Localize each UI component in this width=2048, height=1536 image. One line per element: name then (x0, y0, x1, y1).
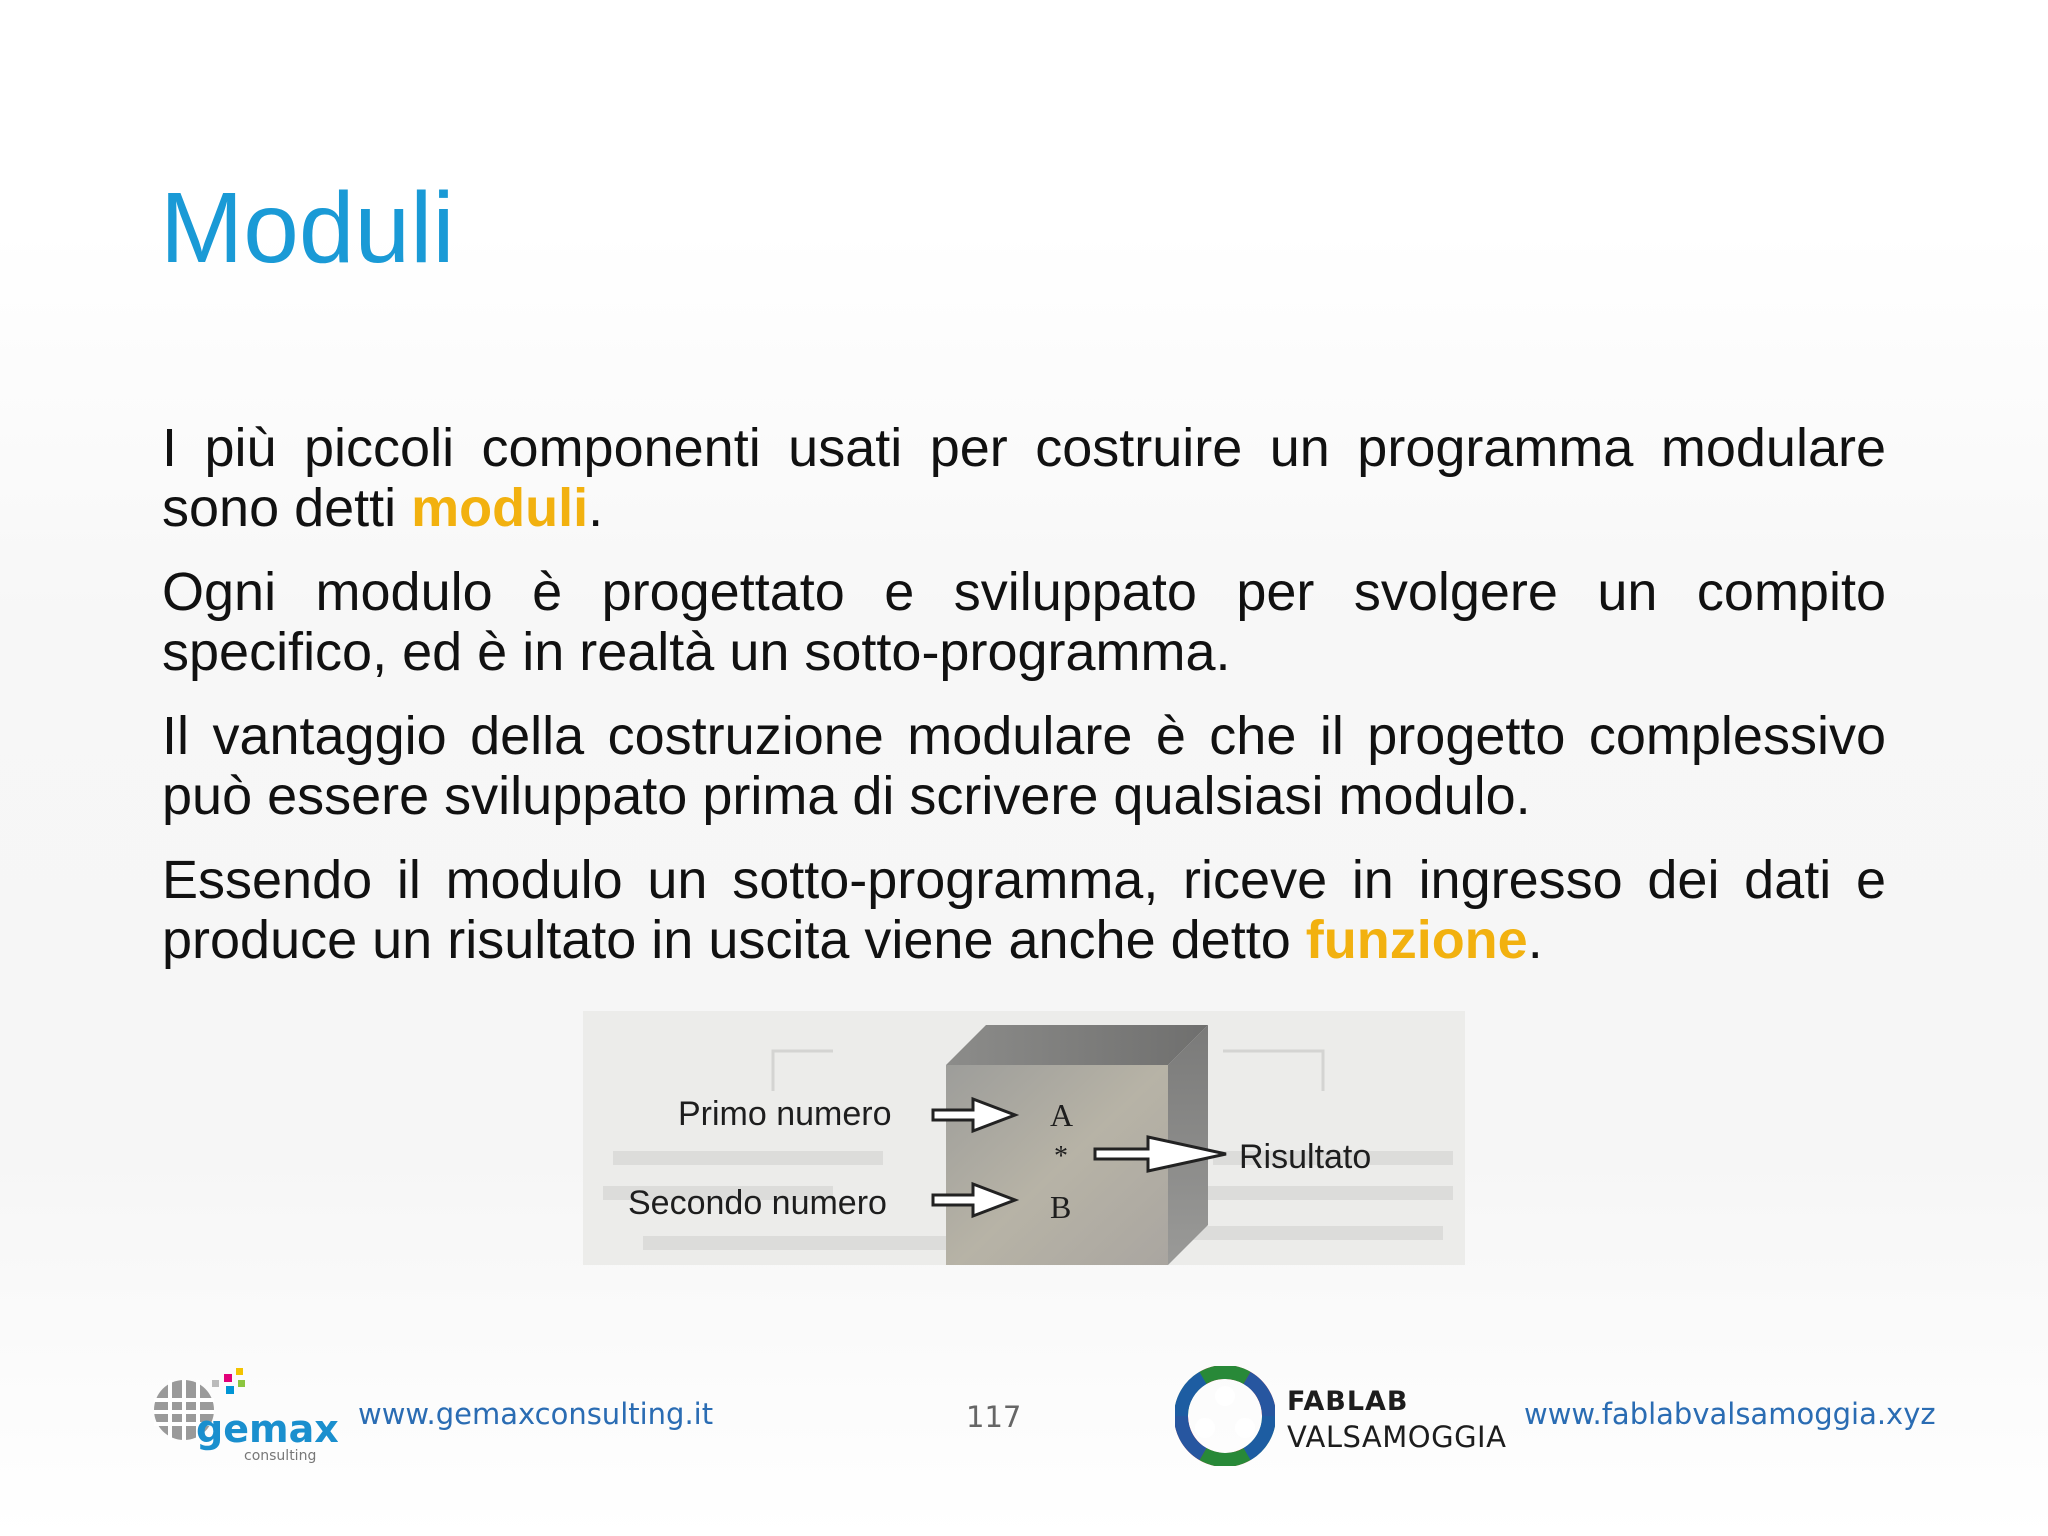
fablab-logo (1175, 1366, 1507, 1466)
function-diagram (583, 1011, 1465, 1265)
paragraph-2: Ogni modulo è progettato e sviluppato per svolgere un compito specifico, ed è in realtà un sotto-programma. (162, 562, 1886, 682)
highlight-moduli: moduli (411, 478, 589, 538)
label-operator: * (1054, 1141, 1068, 1172)
svg-text:gemax: gemax (196, 1407, 338, 1451)
gemax-url[interactable]: www.gemaxconsulting.it (358, 1397, 714, 1431)
svg-text:consulting: consulting (244, 1448, 317, 1464)
label-a: A (1050, 1097, 1074, 1133)
fablab-subtitle: VALSAMOGGIA (1287, 1420, 1507, 1454)
label-risultato: Risultato (1239, 1138, 1372, 1176)
label-secondo-numero: Secondo numero (628, 1184, 887, 1222)
highlight-funzione: funzione (1305, 910, 1528, 970)
label-b: B (1050, 1189, 1072, 1225)
cube-top (946, 1025, 1208, 1065)
paragraph-1: I più piccoli componenti usati per costruire un programma modulare sono detti moduli. (162, 418, 1886, 538)
slide-title: Moduli (160, 172, 455, 284)
label-primo-numero: Primo numero (678, 1095, 892, 1133)
fablab-title: FABLAB (1287, 1386, 1409, 1417)
fablab-url[interactable]: www.fablabvalsamoggia.xyz (1524, 1397, 1936, 1431)
paragraph-3: Il vantaggio della costruzione modulare è che il progetto complessivo può essere sviluppato prima di scrivere qualsiasi modulo. (162, 706, 1886, 826)
paragraph-4: Essendo il modulo un sotto-programma, riceve in ingresso dei dati e produce un risultato in uscita viene anche detto funzione. (162, 850, 1886, 970)
page-number: 117 (966, 1400, 1022, 1434)
slide-body (162, 418, 1886, 994)
gemax-logo (148, 1360, 338, 1468)
